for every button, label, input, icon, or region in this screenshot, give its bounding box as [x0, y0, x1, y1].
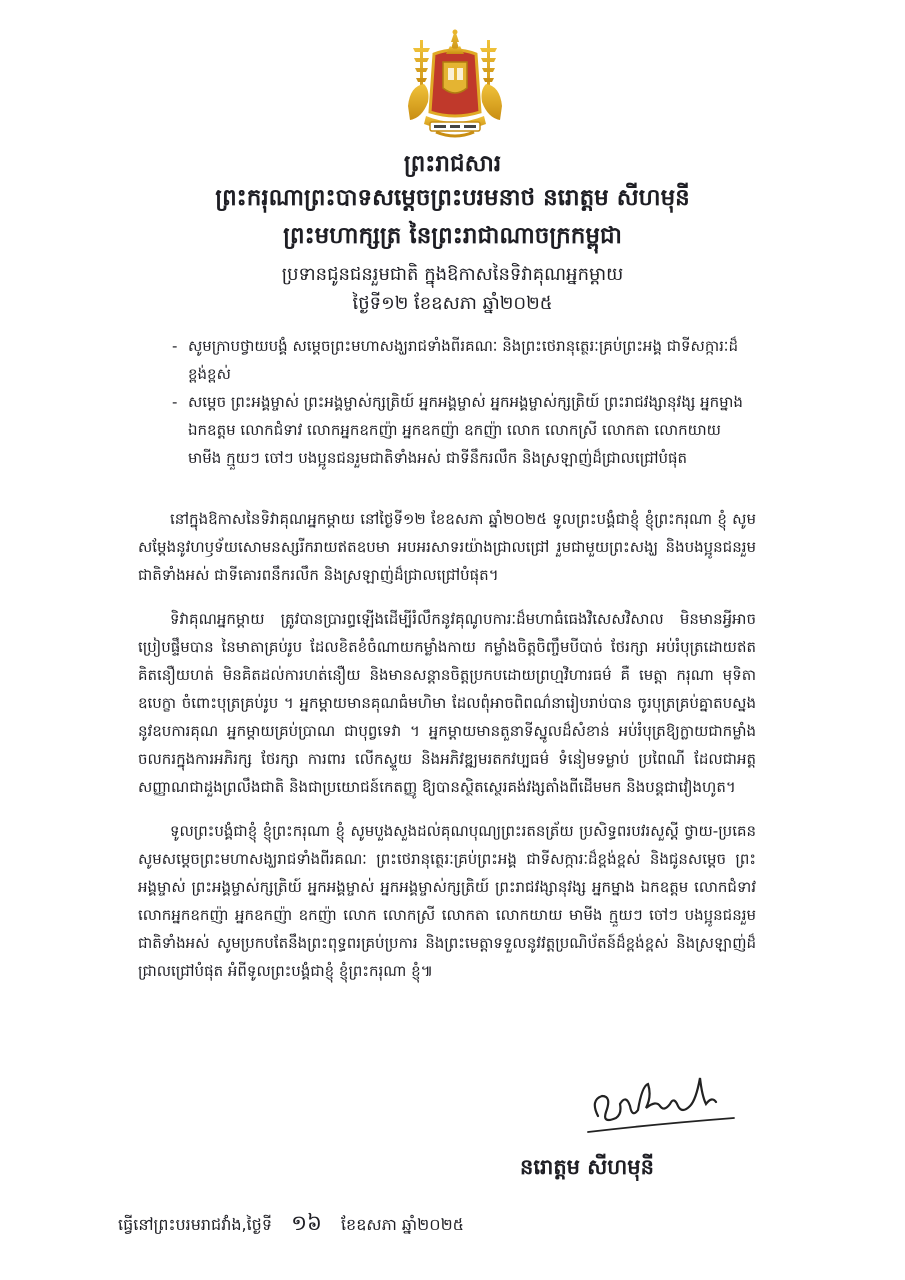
royal-arms-emblem [400, 28, 510, 140]
message-body [138, 505, 756, 1001]
date-prefix: ធ្វើនៅព្រះបរមរាជវាំង,ថ្ងៃទី [118, 1215, 272, 1234]
sender-title: ព្រះករុណាព្រះបាទសម្តេចព្រះបរមនាថ នរោត្តម សីហមុនី [215, 185, 690, 211]
issue-date-line [118, 1210, 464, 1241]
signatory-name: នរោត្តម សីហមុនី [520, 1155, 654, 1179]
date-day-handwritten: ១៦ [291, 1211, 322, 1235]
message-title: ព្រះរាជសារ [403, 151, 502, 177]
addressee-list [172, 332, 752, 472]
bullet-dash: - [172, 337, 178, 355]
sender-office: ព្រះមហាក្សត្រ នៃព្រះរាជាណាចក្រកម្ពុជា [283, 223, 622, 249]
bullet-dash: - [172, 393, 178, 411]
addressee-text: សម្តេច ព្រះអង្គម្ចាស់ ព្រះអង្គម្ចាស់ក្សត្រិយ៍ អ្នកអង្គម្ចាស់ អ្នកអង្គម្ចាស់ក្សត្រិយ៍ ព្រះរាជវង្សានុវង្ស អ្នកម្នាង ឯកឧត្តម លោកជំទាវ លោកអ្នកឧកញ៉ា អ្នកឧកញ៉ា ឧកញ៉ា លោក លោកស្រី លោកតា លោកយាយ មាមីង ក្មួយៗ ចៅៗ បងប្អូនជនរួមជាតិទាំងអស់ ជាទីនឹករលឹក និងស្រឡាញ់ដ៏ជ្រាលជ្រៅបំផុត [188, 393, 743, 467]
addressee-text: សូមក្រាបថ្វាយបង្គំ សម្តេចព្រះមហាសង្ឃរាជទាំងពីរគណៈ និងព្រះថេរានុត្ថេរៈគ្រប់ព្រះអង្គ ជាទីសក្ការៈដ៏ខ្ពង់ខ្ពស់ [188, 337, 738, 383]
body-paragraph: ទូលព្រះបង្គំជាខ្ញុំ ខ្ញុំព្រះករុណា ខ្ញុំ សូមបួងសួងដល់គុណបុណ្យព្រះរតនត្រ័យ ប្រសិទ្ធពរបវរសួស្តី ថ្វាយ-ប្រគេន សូមសម្តេចព្រះមហាសង្ឃរាជទាំងពីរគណៈ ព្រះថេរានុត្ថេរៈគ្រប់ព្រះអង្គ ជាទីសក្ការៈដ៏ខ្ពង់ខ្ពស់ និងជូនសម្តេច ព្រះអង្គម្ចាស់ ព្រះអង្គម្ចាស់ក្សត្រិយ៍ អ្នកអង្គម្ចាស់ អ្នកអង្គម្ចាស់ក្សត្រិយ៍ ព្រះរាជវង្សានុវង្ស អ្នកម្នាង ឯកឧត្តម លោកជំទាវ លោកអ្នកឧកញ៉ា អ្នកឧកញ៉ា ឧកញ៉ា លោក លោកស្រី លោកតា លោកយាយ មាមីង ក្មួយៗ ចៅៗ បងប្អូនជនរួមជាតិទាំងអស់ សូមប្រកបតែនឹងព្រះពុទ្ធពរគ្រប់ប្រការ និងព្រះមេត្តាទទួលនូវវត្តប្រណិប័តន៍ដ៏ខ្ពង់ខ្ពស់ និងស្រឡាញ់ដ៏ជ្រាលជ្រៅបំផុត អំពីទូលព្រះបង្គំជាខ្ញុំ ខ្ញុំព្រះករុណា ខ្ញុំ៕ [138, 822, 756, 980]
message-date: ថ្ងៃទី១២ ខែឧសភា ឆ្នាំ២០២៥ [352, 293, 553, 314]
message-purpose: ប្រទានជូនជនរួមជាតិ ក្នុងឱកាសនៃទិវាគុណអ្នកម្តាយ [281, 264, 624, 285]
handwritten-signature [586, 1066, 736, 1136]
date-suffix: ខែឧសភា ឆ្នាំ២០២៥ [340, 1215, 465, 1234]
addressee-item [172, 332, 752, 388]
body-paragraph: នៅក្នុងឱកាសនៃទិវាគុណអ្នកម្តាយ នៅថ្ងៃទី១២ ខែឧសភា ឆ្នាំ២០២៥ ទូលព្រះបង្គំជាខ្ញុំ ខ្ញុំព្រះករុណា ខ្ញុំ សូមសម្តែងនូវហឫទ័យសោមនស្សរីករាយឥតឧបមា អបអរសាទរយ៉ាងជ្រាលជ្រៅ រួមជាមួយព្រះសង្ឃ និងបងប្អូនជនរួមជាតិទាំងអស់ ជាទីគោរពនឹករលឹក និងស្រឡាញ់ដ៏ជ្រាលជ្រៅបំផុត។ [138, 510, 756, 584]
addressee-item [172, 388, 752, 472]
body-paragraph: ទិវាគុណអ្នកម្តាយ ត្រូវបានប្រារព្ធឡើងដើម្បីរំលឹកនូវគុណូបការៈដ៏មហាធំធេងវិសេសវិសាល មិនមានអ្វីអាចប្រៀបផ្ទឹមបាន នៃមាតាគ្រប់រូប ដែលខិតខំចំណាយកម្លាំងកាយ កម្លាំងចិត្តចិញ្ចឹមបីបាច់ ថែរក្សា អប់រំបុត្រដោយឥតគិតនឿយហត់ មិនគិតដល់ការហត់នឿយ និងមានសន្តានចិត្តប្រកបដោយព្រហ្មវិហារធម៌ គឺ មេត្តា ករុណា មុទិតា ឧបេក្ខា ចំពោះបុត្រគ្រប់រូប ។ អ្នកម្តាយមានគុណធំមហិមា ដែលពុំអាចពិពណ៌នារៀបរាប់បាន ចូរបុត្រគ្រប់គ្នាតបស្នងនូវឧបការគុណ អ្នកម្តាយគ្រប់ប្រាណ ជាបុព្វទេវា ។ អ្នកម្តាយមានតួនាទីស្នូលដ៏សំខាន់ អប់រំបុត្រឱ្យក្លាយជាកម្លាំងចលករក្នុងការអភិរក្ស ថែរក្សា ការពារ លើកស្ទួយ និងអភិវឌ្ឍមរតកវប្បធម៌ ទំនៀមទម្លាប់ ប្រពៃណី ដែលជាអត្តសញ្ញាណជាដួងព្រលឹងជាតិ និងជាប្រយោជន៍កេតញ្ញូ ឱ្យបានស្ថិតស្ថេរគង់វង្សតាំងពីដើមមក និងបន្តជាវៀងហូត។ [138, 610, 756, 796]
